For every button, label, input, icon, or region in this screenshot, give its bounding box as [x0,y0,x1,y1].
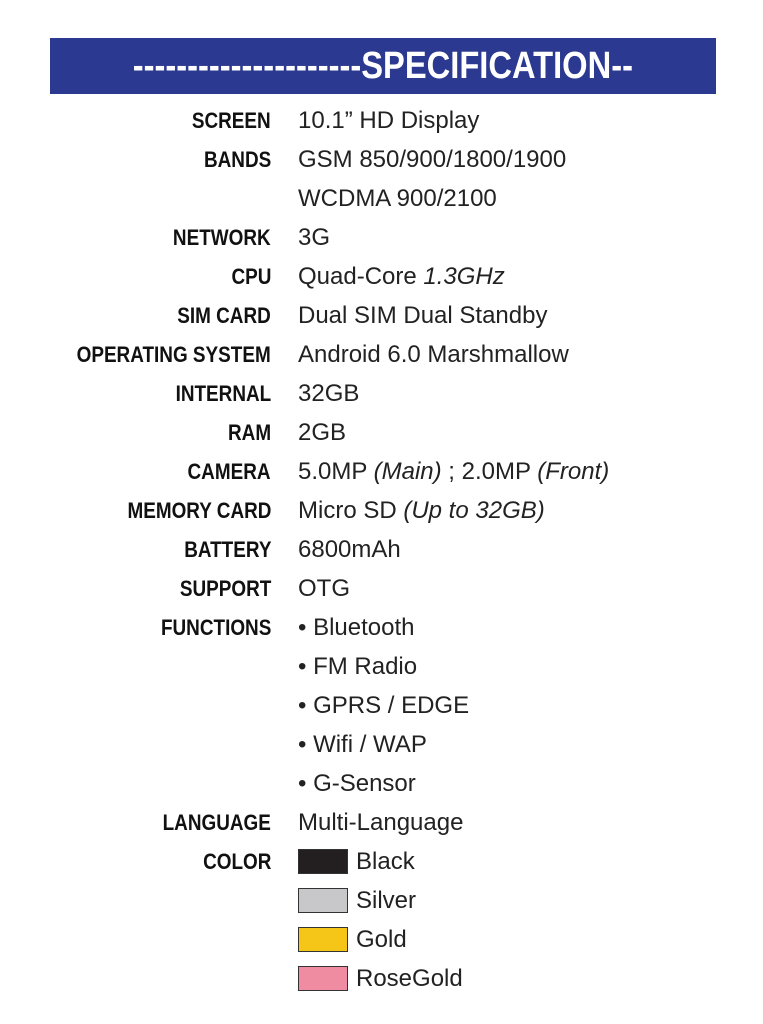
spec-row-cpu [0,257,763,296]
spec-value: • Wifi / WAP [298,731,427,758]
color-swatch-black [298,849,348,874]
color-name: Silver [356,887,417,914]
spec-row-memory-card [0,491,763,530]
spec-label: OPERATING SYSTEM [76,342,271,367]
spec-row-color-4 [0,959,763,998]
spec-value [298,491,545,530]
spec-value: 32GB [298,380,360,407]
color-swatch-silver [298,888,348,913]
spec-row-sim-card [0,296,763,335]
spec-label: MEMORY CARD [126,498,271,523]
spec-value: Dual SIM Dual Standby [298,302,548,329]
spec-table [0,101,763,998]
spec-value: 10.1” HD Display [298,107,480,134]
spec-row-camera [0,452,763,491]
spec-value [298,452,609,491]
color-swatch-gold [298,927,348,952]
color-name: RoseGold [356,965,463,992]
spec-value [298,257,505,296]
spec-value: • GPRS / EDGE [298,692,470,719]
spec-value-italic: (Main) [373,458,442,485]
spec-header-banner [50,38,716,94]
color-name: Black [356,848,415,875]
spec-label: SCREEN [192,108,271,133]
spec-row-battery [0,530,763,569]
spec-row-functions-4 [0,725,763,764]
spec-row-functions-3 [0,686,763,725]
spec-header-title: ---------------------SPECIFICATION-- [132,44,634,87]
spec-label: COLOR [202,849,271,874]
spec-row-color [0,842,763,881]
spec-label: SUPPORT [179,576,271,601]
spec-value: 3G [298,224,331,251]
spec-value-italic-2: (Front) [537,458,610,485]
spec-row-functions-2 [0,647,763,686]
spec-label: CAMERA [187,459,271,484]
spec-row-color-2 [0,881,763,920]
spec-label: NETWORK [173,225,271,250]
spec-value: OTG [298,575,350,602]
color-swatch-rosegold [298,966,348,991]
spec-value-main: Quad-Core [298,263,424,290]
spec-label: FUNCTIONS [160,615,271,640]
spec-label: SIM CARD [177,303,271,328]
color-name: Gold [356,926,407,953]
spec-label: BANDS [203,147,271,172]
spec-value-main-2: ; 2.0MP [441,458,538,485]
spec-value: • G-Sensor [298,770,416,797]
spec-row-support [0,569,763,608]
spec-value: WCDMA 900/2100 [298,185,497,212]
spec-row-functions-5 [0,764,763,803]
spec-row-language [0,803,763,842]
spec-row-operating-system [0,335,763,374]
spec-value: Android 6.0 Marshmallow [298,341,569,368]
spec-value-italic: 1.3GHz [423,263,505,290]
spec-label: RAM [227,420,271,445]
spec-value-main: Micro SD [298,497,404,524]
spec-value: • FM Radio [298,653,418,680]
spec-label: BATTERY [183,537,271,562]
spec-value: • Bluetooth [298,614,415,641]
spec-row-color-3 [0,920,763,959]
spec-label: INTERNAL [175,381,271,406]
spec-row-bands [0,140,763,179]
spec-row-bands-2 [0,179,763,218]
spec-label: CPU [231,264,271,289]
spec-row-internal [0,374,763,413]
spec-row-ram [0,413,763,452]
spec-label: LANGUAGE [162,810,271,835]
spec-value: 2GB [298,419,347,446]
spec-value: 6800mAh [298,536,401,563]
spec-row-functions [0,608,763,647]
spec-value-main: 5.0MP [298,458,374,485]
spec-value: GSM 850/900/1800/1900 [298,146,567,173]
spec-row-network [0,218,763,257]
spec-value: Multi-Language [298,809,464,836]
spec-row-screen [0,101,763,140]
spec-value-italic: (Up to 32GB) [403,497,545,524]
